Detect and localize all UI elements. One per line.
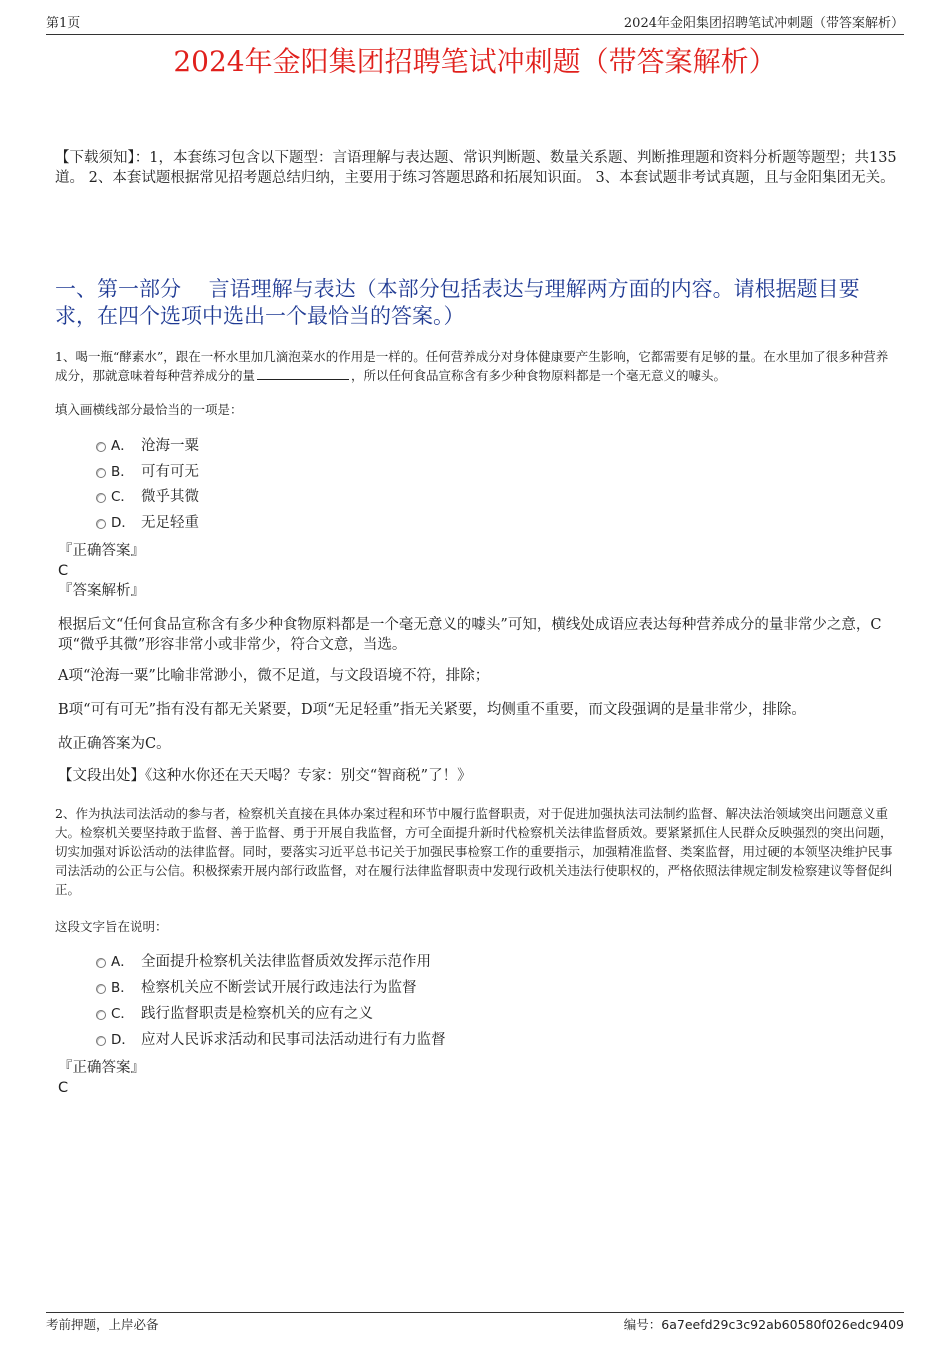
radio-icon[interactable]	[96, 519, 106, 529]
radio-icon[interactable]	[96, 984, 106, 994]
radio-icon[interactable]	[96, 1036, 106, 1046]
q1-source: 【文段出处】《这种水你还在天天喝？专家：别交“智商税”了！》	[58, 768, 472, 784]
page-number: 第1页	[46, 16, 81, 31]
q2-option-b[interactable]: B． 检察机关应不断尝试开展行政违法行为监督	[96, 978, 417, 998]
radio-icon[interactable]	[96, 958, 106, 968]
q1-answer-label: 『正确答案』	[58, 543, 145, 559]
q2-answer-label: 『正确答案』	[58, 1060, 145, 1076]
q1-analysis-4: 故正确答案为C。	[58, 736, 171, 752]
q1-stem-part-a: 1、喝一瓶“酵素水”，跟在一杯水里加几滴泡菜水的作用是一样的。任何营养成分对身体健康要产生影响，它都需要有足够的量。在水里加了很多种营养成分，那就意味着每种营养成分的量	[55, 349, 889, 383]
q1-option-a[interactable]: A． 沧海一粟	[96, 436, 199, 456]
q1-analysis-label: 『答案解析』	[58, 583, 145, 599]
q1-option-d[interactable]: D． 无足轻重	[96, 513, 199, 533]
q2-stem: 2、作为执法司法活动的参与者，检察机关直接在具体办案过程和环节中履行监督职责，对于促进加强执法司法制约监督、解决法治领域突出问题意义重大。检察机关要坚持敢于监督、善于监督、勇于开展自我监督，方可全面提升新时代检察机关法律监督质效。要紧紧抓住人民群众反映强烈的突出问题，切实加强对诉讼活动的法律监督。同时，要落实习近平总书记关于加强民事检察工作的重要指示，加强精准监督、类案监督，用过硬的本领坚决维护民事司法活动的公正与公信。积极探索开展内部行政监督，对在履行法律监督职责中发现行政机关违法行使职权的，严格依照法律规定制发检察建议等督促纠正。	[55, 806, 893, 897]
q2-answer: C	[58, 1080, 69, 1096]
radio-icon[interactable]	[96, 442, 106, 452]
radio-icon[interactable]	[96, 468, 106, 478]
page-header	[46, 14, 904, 35]
section-title: 一、第一部分 言语理解与表达（本部分包括表达与理解两方面的内容。请根据题目要求，在四个选项中选出一个最恰当的答案。）	[55, 277, 860, 328]
download-notice: 【下载须知】：1，本套练习包含以下题型：言语理解与表达题、常识判断题、数量关系题、判断推理题和资料分析题等题型；共135道。 2、本套试题根据常见招考题总结归纳，主要用于练习答题思路和拓展知识面。 3、本套试题非考试真题，且与金阳集团无关。	[55, 150, 897, 186]
doc-id-code: 6a7eefd29c3c92ab60580f026edc9409	[661, 1317, 904, 1332]
q1-option-c[interactable]: C． 微乎其微	[96, 487, 199, 507]
page-footer	[46, 1312, 904, 1333]
radio-icon[interactable]	[96, 493, 106, 503]
footer-slogan: 考前押题，上岸必备	[46, 1317, 159, 1332]
q2-prompt: 这段文字旨在说明：	[55, 919, 168, 934]
q2-option-a[interactable]: A． 全面提升检察机关法律监督质效发挥示范作用	[96, 952, 431, 972]
q2-option-d[interactable]: D． 应对人民诉求活动和民事司法活动进行有力监督	[96, 1030, 446, 1050]
q1-analysis-1: 根据后文“任何食品宣称含有多少种食物原料都是一个毫无意义的噱头”可知，横线处成语应表达每种营养成分的量非常少之意，C项“微乎其微”形容非常小或非常少，符合文意，当选。	[58, 617, 882, 653]
footer-doc-id: 编号：6a7eefd29c3c92ab60580f026edc9409	[623, 1317, 904, 1332]
q1-analysis-3: B项“可有可无”指有没有都无关紧要，D项“无足轻重”指无关紧要，均侧重不重要，而文段强调的是量非常少，排除。	[58, 702, 806, 718]
q1-option-b[interactable]: B． 可有可无	[96, 462, 199, 482]
fill-blank	[257, 366, 349, 380]
q2-option-c[interactable]: C． 践行监督职责是检察机关的应有之义	[96, 1004, 373, 1024]
q1-answer: C	[58, 563, 69, 579]
q1-analysis-2: A项“沧海一粟”比喻非常渺小，微不足道，与文段语境不符，排除；	[58, 668, 490, 684]
q1-stem	[55, 347, 900, 385]
page-title: 2024年金阳集团招聘笔试冲刺题（带答案解析）	[173, 45, 777, 78]
q1-prompt: 填入画横线部分最恰当的一项是：	[55, 402, 243, 417]
radio-icon[interactable]	[96, 1010, 106, 1020]
q1-stem-part-b: ，所以任何食品宣称含有多少种食物原料都是一个毫无意义的噱头。	[351, 368, 727, 383]
header-doc-title: 2024年金阳集团招聘笔试冲刺题（带答案解析）	[623, 16, 904, 31]
